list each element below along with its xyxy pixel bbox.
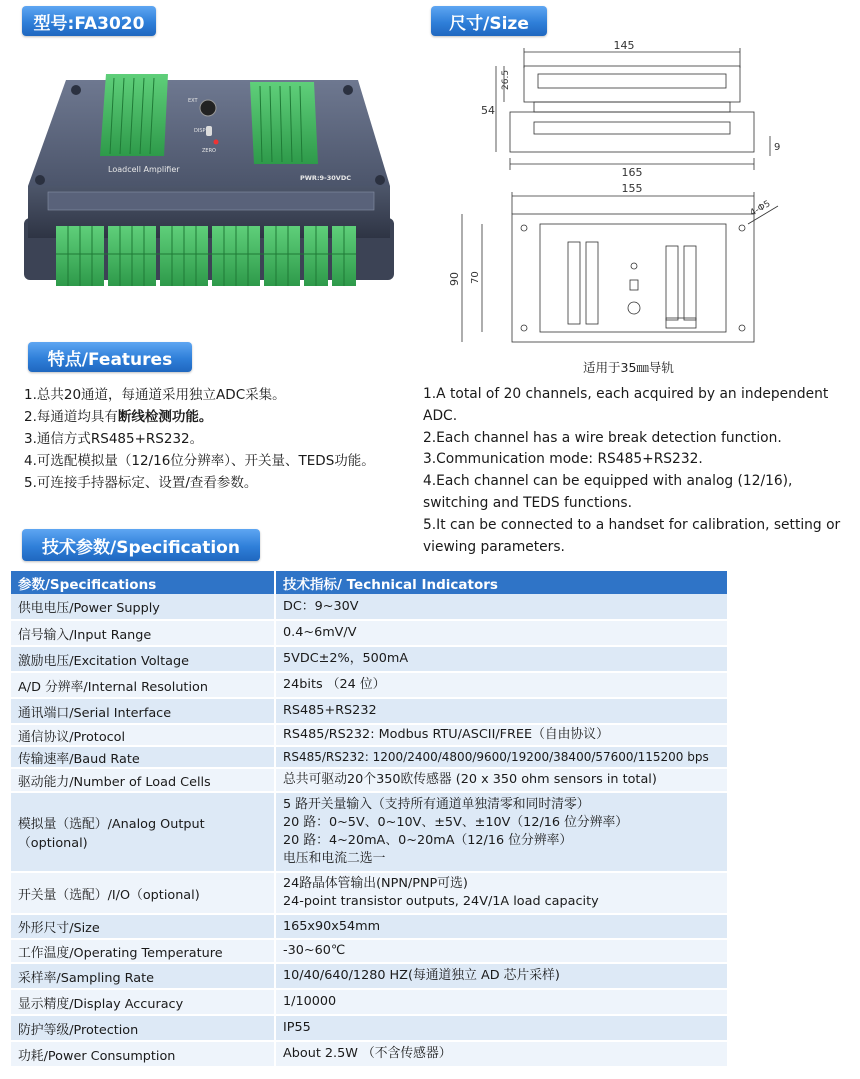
value-cell: RS485/RS232: Modbus RTU/ASCII/FREE（自由协议） [275, 724, 728, 746]
disp-label: DISP [194, 128, 206, 134]
param-cell: 激励电压/Excitation Voltage [11, 646, 275, 672]
dim-hole: 4-Φ5 [748, 199, 773, 219]
top-terminal-block-left [100, 74, 168, 156]
table-row [11, 672, 728, 698]
feature-en-1: 1.A total of 20 channels, each acquired by an independent ADC. [423, 386, 829, 424]
table-row [11, 620, 728, 646]
param-cell: 功耗/Power Consumption [11, 1041, 275, 1067]
param-cell: 信号输入/Input Range [11, 620, 275, 646]
dim-plan-height: 90 [448, 272, 461, 286]
table-row [11, 872, 728, 914]
features-list-cn [24, 384, 414, 494]
value-cell: RS485/RS232: 1200/2400/4800/9600/19200/38400/57600/115200 bps [275, 746, 728, 768]
param-cell: 采样率/Sampling Rate [11, 963, 275, 989]
ext-label: EXT [188, 98, 198, 104]
param-cell: 通信协议/Protocol [11, 724, 275, 746]
feature-en-2: 2.Each channel has a wire break detection function. [423, 429, 782, 446]
features-list-en [423, 384, 853, 558]
param-cell: 显示精度/Display Accuracy [11, 989, 275, 1015]
table-row [11, 746, 728, 768]
model-heading: 型号:FA3020 [22, 6, 156, 36]
table-row [11, 914, 728, 939]
value-cell: IP55 [275, 1015, 728, 1041]
value-cell: 10/40/640/1280 HZ(每通道独立 AD 芯片采样) [275, 963, 728, 989]
drawing-caption: 适用于35㎜导轨 [583, 360, 674, 375]
feature-en-5: 5.It can be connected to a handset for calibration, setting or viewing parameters. [423, 516, 841, 555]
table-row [11, 724, 728, 746]
spec-heading: 技术参数/Specification [22, 529, 260, 561]
param-cell: 防护等级/Protection [11, 1015, 275, 1041]
table-row [11, 768, 728, 792]
size-heading: 尺寸/Size [431, 6, 547, 36]
dim-rail: 9 [774, 142, 781, 153]
value-cell: 5VDC±2%，500mA [275, 646, 728, 672]
feature-en-3: 3.Communication mode: RS485+RS232. [423, 451, 703, 468]
value-cell: -30~60℃ [275, 939, 728, 963]
value-cell: 总共可驱动20个350欧传感器 (20 x 350 ohm sensors in total) [275, 768, 728, 792]
dim-inner-height: 26.5 [501, 69, 511, 90]
param-cell: 供电电压/Power Supply [11, 594, 275, 620]
table-row [11, 939, 728, 963]
bottom-terminal-blocks [56, 226, 356, 286]
param-cell: 工作温度/Operating Temperature [11, 939, 275, 963]
value-cell: 5 路开关量输入（支持所有通道单独清零和同时清零） 20 路：0~5V、0~10V、±5V、±10V（12/16 位分辨率） 20 路：4~20mA、0~20mA（12/16 位分辨率） 电压和电流二选一 [275, 792, 728, 872]
header-value: 技术指标/ Technical Indicators [275, 571, 728, 594]
value-cell: 165x90x54mm [275, 914, 728, 939]
table-row [11, 792, 728, 872]
value-cell: RS485+RS232 [275, 698, 728, 724]
spec-table-header [11, 571, 728, 594]
dim-top-width: 145 [613, 39, 635, 52]
value-cell: About 2.5W （不含传感器） [275, 1041, 728, 1067]
table-row [11, 989, 728, 1015]
feature-cn-5: 5.可连接手持器标定、设置/查看参数。 [24, 475, 258, 491]
param-cell: 通讯端口/Serial Interface [11, 698, 275, 724]
amplifier-label: Loadcell Amplifier [108, 165, 180, 174]
value-cell: DC：9~30V [275, 594, 728, 620]
product-photo [18, 68, 400, 288]
features-heading: 特点/Features [28, 342, 192, 372]
param-cell: A/D 分辨率/Internal Resolution [11, 672, 275, 698]
table-row [11, 646, 728, 672]
top-terminal-block-right [250, 82, 318, 164]
dimension-drawing [448, 38, 788, 356]
table-row [11, 594, 728, 620]
dim-bottom-width: 165 [621, 166, 643, 179]
value-cell: 1/10000 [275, 989, 728, 1015]
param-cell: 模拟量（选配）/Analog Output（optional) [11, 792, 275, 872]
power-label: PWR:9-30VDC [300, 174, 352, 182]
header-param: 参数/Specifications [11, 571, 275, 594]
feature-en-4: 4.Each channel can be equipped with analog (12/16), switching and TEDS functions. [423, 473, 793, 511]
zero-label: ZERO [202, 148, 216, 154]
dim-height: 54 [481, 104, 495, 117]
dim-plan-inner: 70 [470, 271, 481, 284]
param-cell: 驱动能力/Number of Load Cells [11, 768, 275, 792]
feature-cn-2: 2.每通道均具有断线检测功能。 [24, 409, 213, 425]
dim-plan-width: 155 [621, 182, 643, 195]
table-row [11, 698, 728, 724]
value-cell: 24bits （24 位） [275, 672, 728, 698]
table-row [11, 1041, 728, 1067]
param-cell: 外形尺寸/Size [11, 914, 275, 939]
table-row [11, 963, 728, 989]
feature-cn-4: 4.可选配模拟量（12/16位分辨率）、开关量、TEDS功能。 [24, 453, 375, 469]
param-cell: 开关量（选配）/I/O（optional) [11, 872, 275, 914]
feature-cn-3: 3.通信方式RS485+RS232。 [24, 431, 204, 447]
value-cell: 0.4~6mV/V [275, 620, 728, 646]
param-cell: 传输速率/Baud Rate [11, 746, 275, 768]
value-cell: 24路晶体管输出(NPN/PNP可选) 24-point transistor outputs, 24V/1A load capacity [275, 872, 728, 914]
table-row [11, 1015, 728, 1041]
feature-cn-1: 1.总共20通道，每通道采用独立ADC采集。 [24, 387, 286, 403]
spec-table [11, 571, 729, 1068]
